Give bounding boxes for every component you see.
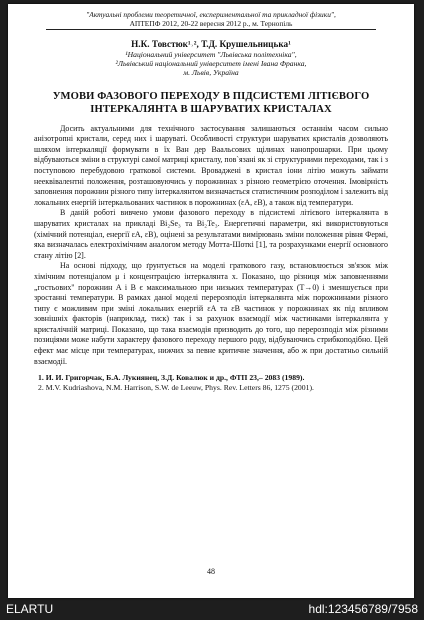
- affiliation-2: ²Львівський національний університет імені Івана Франка,: [115, 59, 307, 69]
- affiliation-city: м. Львів, Україна: [183, 68, 239, 78]
- page-number: 48: [207, 567, 215, 576]
- affiliation-1: ¹Національний університет "Львівська політехніка",: [125, 50, 297, 59]
- paragraph-2: В даній роботі вивчено умови фазового переходу в підсистемі літієвого інтеркалянта в шаруватих кристалах на прикладі Bi₂Se₃ та Bi₂Te₃. Енергетичні параметри, які використовуються (хімічний потенціал, енергії εA, εB), оцінені за результатами вимірювань зміни положення рівня Фермі, яка визначалась електрохімічним аналогом методу Мотта-Шоткі [1], та розрахунками енергії основного стану літію [2].: [34, 208, 388, 260]
- footer-handle: hdl:123456789/7958: [308, 602, 418, 616]
- conference-header-line1: "Актуальні проблеми теоретичної, експериментальної та прикладної фізики",: [86, 10, 336, 19]
- reference-2: 2. M.V. Kudriashova, N.M. Harrison, S.W. de Leeuw, Phys. Rev. Letters 86, 1275 (2001).: [38, 382, 314, 392]
- header-rule: [46, 29, 376, 30]
- reference-1: 1. И. И. Григорчак, Б.А. Лукиянец, З.Д. Ковалюк и др., ФТП 23,– 2083 (1989).: [38, 373, 305, 383]
- references: [34, 373, 388, 392]
- paper-title: УМОВИ ФАЗОВОГО ПЕРЕХОДУ В ПІДСИСТЕМІ ЛІТІЄВОГО ІНТЕРКАЛЯНТА В ШАРУВАТИХ КРИСТАЛАХ: [52, 90, 370, 115]
- document-page: [8, 4, 414, 598]
- paragraph-3: На основі підходу, що ґрунтується на моделі граткового газу, встановлюється зв'язок між хімічним потенціалом μ і концентрацією інтеркалянта x. Показано, що різниця між заповненнями „гостьових" порожнин A і B є максимальною при низьких температурах (T→0) і зменшується при зростанні температури. В рамках даної моделі перерозподіл інтеркалянта між порожнинами різного типу є можливим при зміні локальних енергій εA та εB частинок у порожнинах як під впливом зовнішніх факторів (наприклад, тиск) так і за рахунок взаємодії між частинками інтеркалянта у кристалічній матриці. Показано, що така взаємодія призводить до того, що перерозподіл між різними позиціями може набути характеру фазового переходу першого роду, відбуваючись стрибкоподібно. Цей ефект має місце при температурах, нижчих за певне критичне значення, або ж при достатньо сильній взаємодії.: [34, 261, 388, 366]
- viewer-footer: [0, 598, 424, 620]
- footer-repository: ELARTU: [6, 602, 54, 616]
- conference-header-line2: АПТЕПФ 2012, 20-22 вересня 2012 р., м. Тернопіль: [129, 19, 293, 28]
- authors: Н.К. Товстюк¹˒², Т.Д. Крушельницька¹: [131, 39, 291, 49]
- paragraph-1: Досить актуальними для технічного застосування залишаються останнім часом сильно анізотропні кристали, серед них і шаруваті. Особливості структури шаруватих кристалів дозволяють шляхом інтеркаляції формувати в їх Ван дер Ваальсових щілинах нанопрошарки. При цьому відбуваються зміни в структурі самої матриці кристалу, пов`язані як зі структурними переходами, так і з поступовою перебудовою граткової системи. Вроваджені в кристал іони літію можуть займати нееквівалентні положення, розташовуючись у порожнинах з різною геометрією оточення. Імовірність заповнення порожнин різного типу інтеркалянтом визначається статистичним розподілом і залежить від локальних енергій інтеркальованих частинок в порожнинах (εA, εB), а також від температури.: [34, 123, 388, 207]
